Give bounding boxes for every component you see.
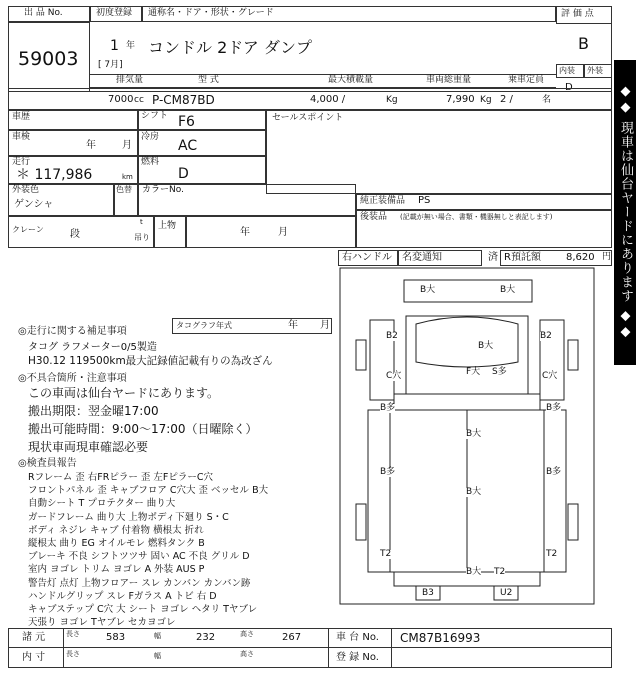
fuel-value: D	[178, 166, 189, 182]
windshield	[416, 317, 518, 367]
mileage-value: ＊ 117,986	[16, 167, 93, 183]
damage-label: F大	[466, 367, 481, 377]
damage-label: U2	[500, 588, 513, 598]
front-right-wheel	[568, 340, 578, 370]
capacity-label: 乗車定員	[508, 75, 545, 85]
correction-line-2: H30.12 119500km最大記録値記載有りの為改ざん	[28, 355, 273, 367]
damage-label: B3	[422, 588, 434, 598]
max-load-value: 4,000 /	[310, 94, 346, 105]
damage-label: B多	[380, 403, 396, 413]
aftermarket-label: 後装品	[360, 212, 388, 222]
damage-label: B2	[386, 331, 398, 341]
dims-label: 諸 元	[22, 632, 46, 643]
exterior-label: 外装	[587, 66, 603, 75]
damage-label: B多	[546, 403, 562, 413]
damage-label: T2	[494, 567, 506, 577]
upper-year: 年	[240, 227, 250, 238]
defect-line-1: この車両は仙台ヤードにあります。	[28, 386, 220, 400]
crane-stage: 段	[70, 229, 80, 240]
correction-line-1: タコグ ラフメーター0/5製造	[28, 342, 157, 353]
damage-label: B大	[478, 341, 494, 351]
model-label: 型 式	[198, 75, 219, 85]
max-load-label: 最大積載量	[328, 75, 374, 85]
displacement-unit: cc	[134, 95, 144, 105]
inspector-report-line: ハンドルグリップ スレ Fガラス A トビ 右 D	[28, 590, 217, 602]
first-reg-year: 1	[110, 38, 119, 54]
front-left-wheel	[356, 340, 366, 370]
dims-row	[8, 628, 612, 648]
capacity-value: 2 /	[500, 94, 513, 105]
inspector-report-line: キャブステップ C穴 大 シート ヨゴレ ヘタリ Tヤブレ	[28, 604, 258, 615]
ac-value: AC	[178, 138, 198, 154]
tacho-year: 年	[288, 320, 298, 331]
name-label: 通称名・ドア・形状・グレード	[148, 8, 274, 18]
interior-label: 内装	[559, 66, 575, 75]
damage-label: B大	[466, 429, 482, 439]
equipment-value: PS	[418, 195, 431, 206]
width-value: 232	[196, 632, 216, 643]
recycle-unit: 円	[602, 252, 612, 262]
damage-label: B大	[500, 285, 516, 295]
width-label: 幅	[154, 632, 161, 640]
inner-label: 内 寸	[22, 652, 46, 663]
max-load-unit: Kg	[386, 95, 398, 105]
displacement-label: 排気量	[116, 75, 144, 85]
first-reg-month: [ 7月]	[98, 60, 123, 70]
damage-diagram	[334, 264, 600, 608]
location-banner: ◆◆ 現車は仙台ヤードにあります ◆◆	[614, 60, 636, 365]
upper-label: 上物	[158, 221, 177, 231]
interior-grade: D	[565, 82, 573, 93]
car-name: コンドル 2ドア ダンプ	[148, 38, 313, 57]
lot-number: 59003	[18, 48, 79, 70]
recycle-label: R預託額	[504, 252, 541, 263]
damage-label: B大	[420, 285, 436, 295]
grade-label: 評 価 点	[561, 9, 594, 19]
defect-line-2: 搬出期限：翌金曜17:00	[28, 404, 159, 418]
tacho-month: 月	[320, 320, 330, 331]
shift-label: シフト	[141, 111, 169, 121]
inspector-report-line: ブレーキ 不良 シフトツツサ 固い AC 不良 グリル D	[28, 551, 250, 563]
displacement-value: 7000	[108, 94, 134, 105]
inspector-report-line: ガードフレーム 曲り大 上物ボディ下廻り S・C	[28, 511, 229, 523]
inspector-report-line: フロントパネル 歪 キャブフロア C穴大 歪 ベッセル B大	[28, 485, 269, 497]
inner-width-label: 幅	[154, 652, 161, 660]
recycle-amount: 8,620	[566, 252, 595, 263]
upper-value-cell	[186, 216, 356, 248]
defect-line-3: 搬出可能時間：9:00～17:00（日曜除く）	[28, 422, 258, 436]
rhd-value: 右ハンドル	[342, 252, 392, 263]
aftermarket-note: (記載が無い場合、書類・機器無しと表記します)	[400, 213, 553, 221]
equipment-label: 純正装備品	[360, 196, 406, 206]
inspector-title: ◎検査員報告	[18, 458, 77, 469]
inner-length-label: 長さ	[66, 650, 80, 658]
inspection-year-unit: 年	[86, 140, 96, 151]
color-no-label: カラーNo.	[142, 185, 184, 195]
damage-label: C穴	[386, 371, 402, 381]
capacity-unit: 名	[542, 95, 552, 105]
inspector-report-line: Rフレーム 歪 右FRピラー 歪 左FピラーC穴	[28, 472, 213, 483]
inspector-report-line: 縦根太 曲り EG オイルモレ 燃料タンク B	[28, 538, 205, 549]
rear-right-wheel	[568, 504, 578, 540]
rear-left-wheel	[356, 504, 366, 540]
mileage-label: 走行	[12, 157, 31, 167]
defect-line-4: 現状車両現車確認必要	[28, 440, 149, 454]
fuel-label: 燃料	[141, 157, 160, 167]
ext-color-value: ゲンシャ	[14, 199, 54, 210]
cab-step	[394, 394, 540, 410]
first-reg-year-unit: 年	[126, 41, 136, 51]
lot-label: 出 品 No.	[24, 8, 63, 18]
total-weight-value: 7,990	[446, 94, 475, 105]
color-plate-label: 色替	[116, 185, 132, 194]
overall-grade: B	[578, 34, 589, 53]
damage-label: T2	[380, 549, 392, 559]
model-value: P-CM87BD	[152, 93, 215, 107]
name-change-label: 名変通知	[402, 252, 442, 263]
inspector-report-line: 警告灯 点灯 上物フロアー スレ カンバン カンバン跡	[28, 577, 251, 589]
chassis-value: CM87B16993	[400, 631, 481, 645]
correction-title: ◎走行に関する補足事項	[18, 326, 127, 337]
history-label: 車歴	[12, 112, 31, 122]
sales-point-label: セールスポイント	[272, 113, 344, 123]
ac-label: 冷房	[141, 132, 160, 142]
spec-label-row	[90, 74, 556, 88]
height-value: 267	[282, 632, 302, 643]
total-weight-unit: Kg	[480, 95, 492, 105]
damage-label: B2	[540, 331, 552, 341]
damage-label: S多	[492, 367, 507, 377]
reg-label: 登 録 No.	[336, 652, 379, 663]
height-label: 高さ	[240, 630, 254, 638]
damage-label: B大	[466, 567, 482, 577]
tacho-label: タコグラフ年式	[176, 321, 232, 330]
recycle-prefix: 済	[488, 252, 498, 263]
inspection-month-unit: 月	[122, 140, 132, 151]
inspector-report-line: 室内 ヨゴレ トリム ヨゴレ A 外装 AUS P	[28, 564, 205, 576]
length-value: 583	[106, 632, 126, 643]
damage-label: T2	[546, 549, 558, 559]
defect-title: ◎不具合箇所・注意事項	[18, 373, 127, 384]
first-reg-label: 初度登録	[96, 8, 133, 18]
damage-label: B多	[380, 467, 396, 477]
ext-color-label: 外装色	[12, 185, 40, 195]
damage-label: B多	[546, 467, 562, 477]
crane-label: クレーン	[12, 225, 44, 234]
upper-month: 月	[278, 227, 288, 238]
cab-roof	[406, 316, 528, 394]
inspector-report-line: 自動シート T プロテクター 曲り大	[28, 498, 176, 510]
mileage-unit: km	[122, 173, 133, 181]
chassis-label: 車 台 No.	[336, 632, 379, 643]
length-label: 長さ	[66, 630, 80, 638]
damage-label: B大	[466, 487, 482, 497]
bed-left-side	[368, 410, 390, 572]
total-weight-label: 車両総重量	[426, 75, 472, 85]
inspector-report-line: 天張り ヨゴレ Tヤブレ セカヨゴレ	[28, 617, 176, 629]
damage-label: C穴	[542, 371, 558, 381]
inspector-report-line: ボディ ネジレ キャブ 付着物 横根太 折れ	[28, 524, 204, 536]
bed-right-side	[544, 410, 566, 572]
crane-t: t	[140, 218, 143, 226]
inner-height-label: 高さ	[240, 650, 254, 658]
crane-hook: 吊り	[134, 233, 150, 242]
shift-value: F6	[178, 114, 195, 130]
inspection-label: 車検	[12, 132, 31, 142]
